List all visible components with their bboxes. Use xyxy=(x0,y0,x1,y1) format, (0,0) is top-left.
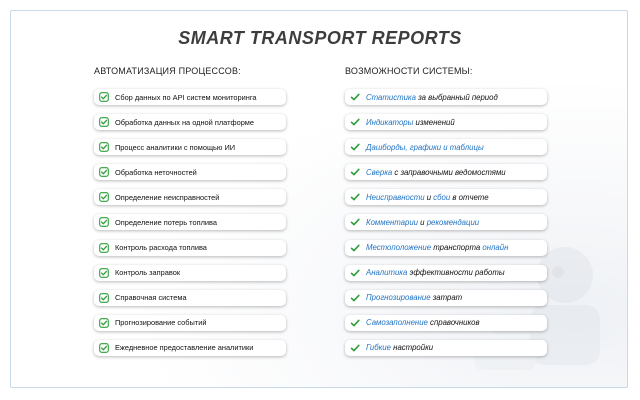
capability-item xyxy=(345,164,547,180)
automation-item xyxy=(94,114,286,130)
capability-keyword: Местоположение xyxy=(366,243,432,253)
capability-item xyxy=(345,214,547,230)
capability-item-label xyxy=(366,218,479,227)
automation-item xyxy=(94,189,286,205)
automation-list xyxy=(94,89,286,356)
capability-text: эффективности работы xyxy=(407,268,505,278)
automation-item-label: Определение потерь топлива xyxy=(115,217,217,227)
capability-keyword: онлайн xyxy=(482,243,509,253)
page-title: SMART TRANSPORT REPORTS xyxy=(178,28,462,48)
capability-keyword: Самозаполнение xyxy=(366,318,428,328)
automation-item xyxy=(94,340,286,356)
checkmark-icon xyxy=(350,243,360,253)
capability-text: изменений xyxy=(413,117,455,127)
capability-item xyxy=(345,340,547,356)
checkmark-icon xyxy=(350,293,360,303)
capability-keyword: Гибкие xyxy=(366,343,391,353)
capability-keyword: Дашборды, графики и таблицы xyxy=(366,142,484,152)
capability-item xyxy=(345,114,547,130)
automation-item-label: Прогнозирование событий xyxy=(115,318,207,328)
capability-item xyxy=(345,315,547,331)
automation-item-label: Обработка неточностей xyxy=(115,167,197,177)
automation-item-label: Определение неисправностей xyxy=(115,192,220,202)
capability-keyword: Прогнозирование xyxy=(366,293,431,303)
capability-keyword: Индикаторы xyxy=(366,117,414,127)
capability-keyword: Статистика xyxy=(366,92,416,102)
automation-item xyxy=(94,290,286,306)
checkbox-icon xyxy=(99,167,109,177)
capability-text: и xyxy=(418,217,427,227)
capabilities-heading: ВОЗМОЖНОСТИ СИСТЕМЫ: xyxy=(345,66,473,76)
capability-item xyxy=(345,240,547,256)
capability-text: и xyxy=(424,192,434,202)
automation-item xyxy=(94,315,286,331)
checkmark-icon xyxy=(350,192,360,202)
capability-item-label xyxy=(366,168,506,177)
automation-item-label: Обработка данных на одной платформе xyxy=(115,117,254,127)
automation-item xyxy=(94,139,286,155)
capability-keyword: Неисправности xyxy=(366,192,425,202)
capability-item xyxy=(345,290,547,306)
capability-keyword: Комментарии xyxy=(366,217,419,227)
checkbox-icon xyxy=(99,268,109,278)
capability-text: за выбранный период xyxy=(415,92,498,102)
capability-item xyxy=(345,139,547,155)
capabilities-list xyxy=(345,89,547,356)
automation-item-label: Процесс аналитики с помощью ИИ xyxy=(115,142,236,152)
checkmark-icon xyxy=(350,217,360,227)
checkbox-icon xyxy=(99,92,109,102)
checkbox-icon xyxy=(99,142,109,152)
capability-item-label xyxy=(366,193,489,202)
automation-item-label: Ежедневное предоставление аналитики xyxy=(115,343,254,353)
capability-text: настройки xyxy=(390,343,434,353)
automation-item xyxy=(94,164,286,180)
automation-column xyxy=(94,66,286,365)
checkbox-icon xyxy=(99,293,109,303)
capability-item-label xyxy=(366,93,498,102)
checkmark-icon xyxy=(350,343,360,353)
checkmark-icon xyxy=(350,318,360,328)
automation-item-label: Сбор данных по API систем мониторинга xyxy=(115,92,257,102)
capability-item-label xyxy=(366,243,508,252)
capability-item xyxy=(345,265,547,281)
capability-item-label xyxy=(366,268,505,277)
capability-text: затрат xyxy=(430,293,463,303)
capability-item-label xyxy=(366,343,433,352)
automation-item xyxy=(94,240,286,256)
checkmark-icon xyxy=(350,117,360,127)
checkbox-icon xyxy=(99,343,109,353)
capability-text: транспорта xyxy=(431,243,483,253)
automation-heading: АВТОМАТИЗАЦИЯ ПРОЦЕССОВ: xyxy=(94,66,241,76)
capability-keyword: Аналитика xyxy=(366,268,408,278)
capabilities-column xyxy=(345,66,547,365)
checkbox-icon xyxy=(99,243,109,253)
capability-text: в отчете xyxy=(450,192,489,202)
checkmark-icon xyxy=(350,92,360,102)
automation-item xyxy=(94,89,286,105)
checkbox-icon xyxy=(99,318,109,328)
automation-item-label: Справочная система xyxy=(115,293,187,303)
automation-item-label: Контроль заправок xyxy=(115,268,181,278)
checkbox-icon xyxy=(99,117,109,127)
automation-item xyxy=(94,214,286,230)
capability-item xyxy=(345,189,547,205)
capability-item-label xyxy=(366,318,480,327)
capability-keyword: Сверка xyxy=(366,167,393,177)
automation-item-label: Контроль расхода топлива xyxy=(115,243,207,253)
capability-item xyxy=(345,89,547,105)
checkmark-icon xyxy=(350,268,360,278)
capability-item-label xyxy=(366,143,484,152)
checkbox-icon xyxy=(99,217,109,227)
automation-item xyxy=(94,265,286,281)
checkmark-icon xyxy=(350,142,360,152)
checkmark-icon xyxy=(350,167,360,177)
capability-item-label xyxy=(366,293,462,302)
capability-keyword: рекомендации xyxy=(426,217,480,227)
capability-item-label xyxy=(366,118,455,127)
capability-text: справочников xyxy=(427,318,480,328)
checkbox-icon xyxy=(99,192,109,202)
capability-keyword: сбои xyxy=(433,192,451,202)
capability-text: с заправочными ведомостями xyxy=(392,167,506,177)
